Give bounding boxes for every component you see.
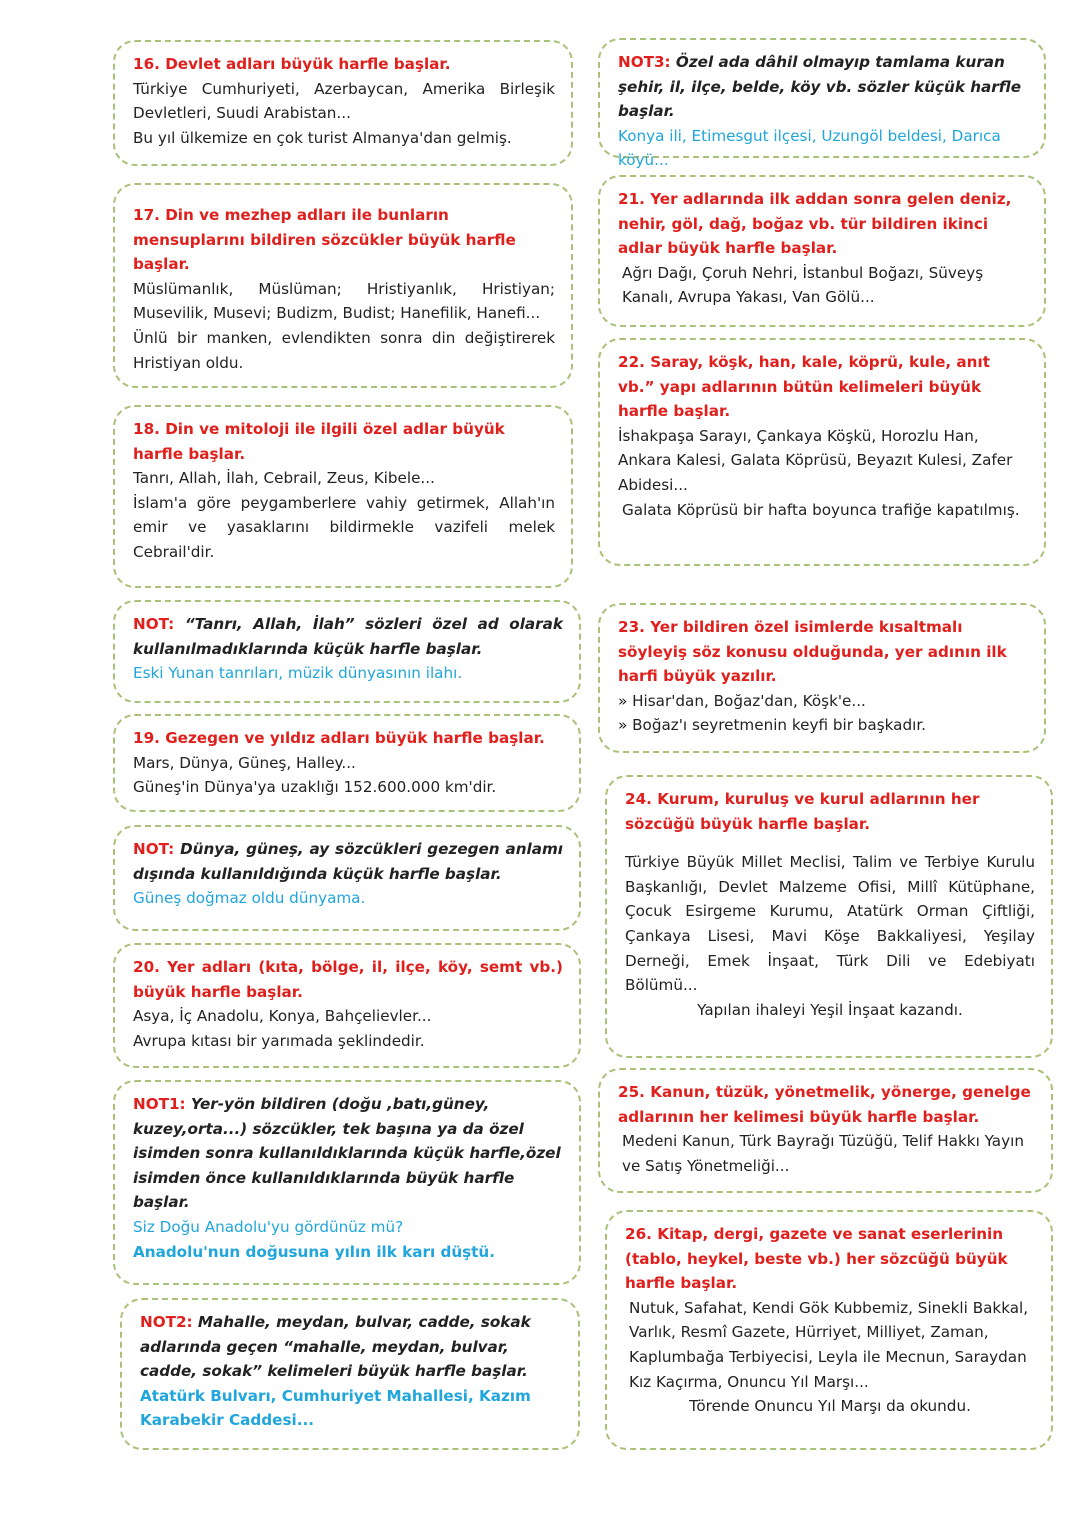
- rule-example: » Boğaz'ı seyretmenin keyfi bir başkadır.: [618, 716, 927, 735]
- note-example: Anadolu'nun doğusuna yılın ilk karı düştü.: [133, 1242, 496, 1261]
- rule-card-16: [113, 40, 573, 166]
- rule-title: 23. Yer bildiren özel isimlerde kısaltmalı söyleyiş söz konusu olduğunda, yer adının ilk harfi büyük yazılır.: [618, 618, 1007, 686]
- note-example: Konya ili, Etimesgut ilçesi, Uzungöl beldesi, Darıca köyü...: [618, 126, 1001, 170]
- rule-title: 16. Devlet adları büyük harfle başlar.: [133, 55, 451, 73]
- rule-examples: Mars, Dünya, Güneş, Halley...: [133, 753, 356, 772]
- note-card-dunya: [113, 825, 581, 931]
- rule-examples: Asya, İç Anadolu, Konya, Bahçelievler...: [133, 1007, 432, 1026]
- note-label: NOT1:: [133, 1095, 186, 1113]
- note-example: Siz Doğu Anadolu'yu gördünüz mü?: [133, 1217, 404, 1236]
- rule-card-19: [113, 714, 581, 812]
- note-card-2: [120, 1298, 580, 1450]
- note-card-1: [113, 1080, 581, 1285]
- rule-sentence: Ünlü bir manken, evlendikten sonra din değiştirerek Hristiyan oldu.: [133, 328, 555, 372]
- rule-title: 20. Yer adları (kıta, bölge, il, ilçe, köy, semt vb.) büyük harfle başlar.: [133, 958, 563, 1001]
- note-card-3: [598, 38, 1046, 170]
- rule-title: 17. Din ve mezhep adları ile bunların mensuplarını bildiren sözcükler büyük harfle başlar.: [133, 206, 516, 274]
- rule-card-25: [598, 1068, 1053, 1193]
- rule-examples: Nutuk, Safahat, Kendi Gök Kubbemiz, Sinekli Bakkal, Varlık, Resmî Gazete, Hürriyet, Milliyet, Zaman, Kaplumbağa Terbiyecisi, Leyla ile Mecnun, Saraydan Kız Kaçırma, Onuncu Yıl Marşı...: [629, 1298, 1029, 1391]
- note-label: NOT2:: [140, 1313, 193, 1331]
- note-text: Yer-yön bildiren (doğu ,batı,güney, kuzey,orta...) sözcükler, tek başına ya da özel isimden sonra kullanıldıklarında küçük harfle,özel isimden önce kullanıldıklarında büyük harfle başlar.: [133, 1095, 561, 1212]
- note-example: Güneş doğmaz oldu dünyama.: [133, 889, 366, 908]
- note-text: “Tanrı, Allah, İlah” sözleri özel ad olarak kullanılmadıklarında küçük harfle başlar.: [133, 615, 563, 658]
- rule-card-24: [605, 775, 1053, 1058]
- rule-card-23: [598, 603, 1046, 753]
- note-text: Dünya, güneş, ay sözcükleri gezegen anlamı dışında kullanıldığında küçük harfle başlar.: [133, 840, 563, 883]
- rule-sentence: Yapılan ihaleyi Yeşil İnşaat kazandı.: [697, 1000, 963, 1019]
- rule-examples: Türkiye Büyük Millet Meclisi, Talim ve Terbiye Kurulu Başkanlığı, Devlet Malzeme Ofisi, Millî Kütüphane, Çocuk Esirgeme Kurumu, Atatürk Orman Çiftliği, Çankaya Lisesi, Mavi Köşe Bakkaliyesi, Yeşilay Derneği, Emek İnşaat, Türk Dili ve Edebiyatı Bölümü...: [625, 853, 1035, 995]
- rule-title: 25. Kanun, tüzük, yönetmelik, yönerge, genelge adlarının her kelimesi büyük harfle başlar.: [618, 1083, 1031, 1126]
- note-card-tanri: [113, 600, 581, 703]
- rule-title: 19. Gezegen ve yıldız adları büyük harfle başlar.: [133, 729, 545, 747]
- rule-examples: Ağrı Dağı, Çoruh Nehri, İstanbul Boğazı, Süveyş Kanalı, Avrupa Yakası, Van Gölü...: [622, 263, 984, 307]
- note-text: Özel ada dâhil olmayıp tamlama kuran şehir, il, ilçe, belde, köy vb. sözler küçük harfle başlar.: [618, 53, 1022, 121]
- rule-sentence: Galata Köprüsü bir hafta boyunca trafiğe kapatılmış.: [622, 500, 1020, 519]
- rule-sentence: Güneş'in Dünya'ya uzaklığı 152.600.000 km'dir.: [133, 778, 497, 797]
- rule-sentence: Bu yıl ülkemize en çok turist Almanya'dan gelmiş.: [133, 128, 512, 147]
- note-text: Mahalle, meydan, bulvar, cadde, sokak adlarında geçen “mahalle, meydan, bulvar, cadde, sokak” kelimeleri büyük harfle başlar.: [140, 1313, 531, 1381]
- rule-example: » Hisar'dan, Boğaz'dan, Köşk'e...: [618, 691, 866, 710]
- rule-examples: Türkiye Cumhuriyeti, Azerbaycan, Amerika Birleşik Devletleri, Suudi Arabistan...: [133, 79, 555, 123]
- rule-card-22: [598, 338, 1046, 566]
- rule-card-21: [598, 175, 1046, 327]
- rule-title: 22. Saray, köşk, han, kale, köprü, kule, anıt vb.” yapı adlarının bütün kelimeleri büyük harfle başlar.: [618, 353, 990, 421]
- rule-title: 21. Yer adlarında ilk addan sonra gelen deniz, nehir, göl, dağ, boğaz vb. tür bildiren ikinci adlar büyük harfle başlar.: [618, 190, 1012, 258]
- rule-card-26: [605, 1210, 1053, 1450]
- rule-title: 18. Din ve mitoloji ile ilgili özel adlar büyük harfle başlar.: [133, 420, 505, 463]
- rule-card-20: [113, 943, 581, 1068]
- note-label: NOT:: [133, 840, 175, 858]
- note-label: NOT3:: [618, 53, 671, 71]
- rule-sentence: Törende Onuncu Yıl Marşı da okundu.: [689, 1397, 971, 1416]
- rule-card-17: [113, 183, 573, 388]
- note-label: NOT:: [133, 615, 175, 633]
- note-example: Atatürk Bulvarı, Cumhuriyet Mahallesi, Kazım Karabekir Caddesi...: [140, 1386, 531, 1430]
- rule-examples: Müslümanlık, Müslüman; Hristiyanlık, Hristiyan; Musevilik, Musevi; Budizm, Budist; Hanefilik, Hanefi...: [133, 279, 555, 323]
- rule-title: 26. Kitap, dergi, gazete ve sanat eserlerinin (tablo, heykel, beste vb.) her sözcüğü büyük harfle başlar.: [625, 1225, 1008, 1293]
- rule-examples: Tanrı, Allah, İlah, Cebrail, Zeus, Kibele...: [133, 469, 435, 488]
- rule-card-18: [113, 405, 573, 588]
- note-example: Eski Yunan tanrıları, müzik dünyasının ilahı.: [133, 664, 463, 683]
- rule-sentence: Avrupa kıtası bir yarımada şeklindedir.: [133, 1031, 425, 1050]
- rule-examples: Medeni Kanun, Türk Bayrağı Tüzüğü, Telif Hakkı Yayın ve Satış Yönetmeliği...: [622, 1132, 1024, 1175]
- rule-examples: İshakpaşa Sarayı, Çankaya Köşkü, Horozlu Han, Ankara Kalesi, Galata Köprüsü, Beyazıt Kulesi, Zafer Abidesi...: [618, 426, 1013, 494]
- rule-sentence: İslam'a göre peygamberlere vahiy getirmek, Allah'ın emir ve yasaklarını bildirmekle vazifeli melek Cebrail'dir.: [133, 493, 555, 561]
- rule-title: 24. Kurum, kuruluş ve kurul adlarının her sözcüğü büyük harfle başlar.: [625, 790, 980, 833]
